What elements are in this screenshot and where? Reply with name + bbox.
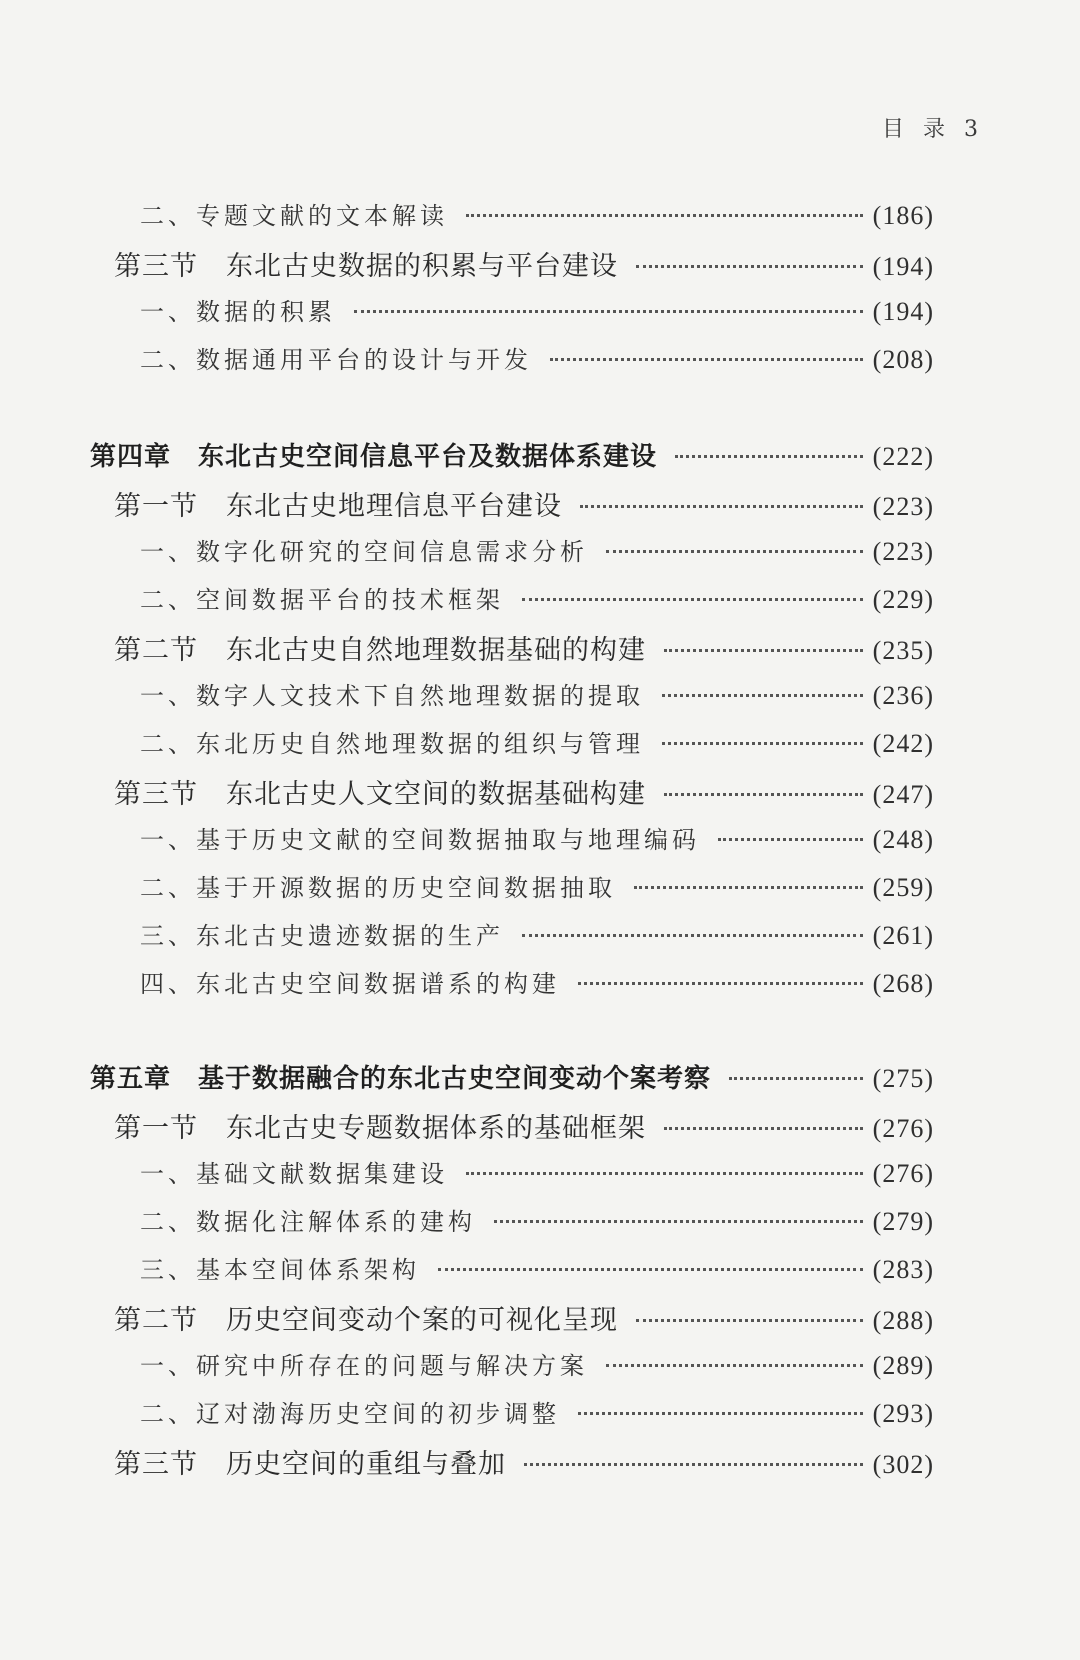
toc-entry-section (114, 484, 934, 524)
toc-entry-sub (140, 1202, 934, 1242)
dot-leader (522, 934, 863, 937)
toc-entry-page-number: (275) (872, 1064, 934, 1093)
toc-entry-sub (140, 340, 934, 380)
toc-entry-page-number: (288) (872, 1306, 934, 1335)
toc-entry-page-number: (289) (872, 1351, 934, 1380)
dot-leader (550, 358, 863, 361)
toc-entry-section (114, 1442, 934, 1482)
dot-leader (578, 982, 863, 985)
toc-entry-title: 一、研究中所存在的问题与解决方案 (140, 1352, 588, 1380)
toc-entry-page-number: (261) (872, 921, 934, 950)
toc-entry-page-number: (248) (872, 825, 934, 854)
toc-entry-page-number: (247) (872, 780, 934, 809)
toc-entry-sub (140, 292, 934, 332)
toc-entry-section (114, 244, 934, 284)
toc-entry-title: 第一节 东北古史专题数据体系的基础框架 (114, 1113, 646, 1144)
toc-entry-chapter (90, 1058, 934, 1098)
toc-entry-section (114, 772, 934, 812)
toc-entry-page-number: (194) (872, 297, 934, 326)
toc-entry-title: 一、数字化研究的空间信息需求分析 (140, 538, 588, 566)
toc-entry-title: 二、辽对渤海历史空间的初步调整 (140, 1400, 560, 1428)
dot-leader (664, 1127, 863, 1130)
toc-entry-title: 一、数字人文技术下自然地理数据的提取 (140, 682, 644, 710)
toc-entry-title: 二、专题文献的文本解读 (140, 202, 448, 230)
toc-entry-title: 三、东北古史遗迹数据的生产 (140, 922, 504, 950)
toc-entry-sub (140, 1250, 934, 1290)
toc-entry-page-number: (208) (872, 345, 934, 374)
dot-leader (580, 505, 863, 508)
dot-leader (494, 1220, 863, 1223)
toc-entry-sub (140, 532, 934, 572)
dot-leader (662, 742, 863, 745)
toc-entry-page-number: (302) (872, 1450, 934, 1479)
toc-entry-title: 一、基于历史文献的空间数据抽取与地理编码 (140, 826, 700, 854)
toc-entry-page-number: (194) (872, 252, 934, 281)
toc-entry-page-number: (223) (872, 537, 934, 566)
toc-entry-sub (140, 580, 934, 620)
toc-entry-page-number: (242) (872, 729, 934, 758)
toc-entry-chapter (90, 436, 934, 476)
toc-entry-page-number: (236) (872, 681, 934, 710)
dot-leader (729, 1077, 863, 1080)
toc-entry-title: 三、基本空间体系架构 (140, 1256, 420, 1284)
toc-entry-section (114, 1298, 934, 1338)
running-header: 目 录 3 (882, 117, 984, 142)
dot-leader (664, 649, 863, 652)
dot-leader (522, 598, 863, 601)
dot-leader (438, 1268, 863, 1271)
toc-entry-sub (140, 196, 934, 236)
dot-leader (606, 550, 863, 553)
toc-entry-sub (140, 868, 934, 908)
toc-entry-title: 第三节 历史空间的重组与叠加 (114, 1449, 506, 1480)
toc-entry-page-number: (259) (872, 873, 934, 902)
toc-entry-title: 第三节 东北古史人文空间的数据基础构建 (114, 779, 646, 810)
dot-leader (636, 265, 863, 268)
toc-entry-title: 第一节 东北古史地理信息平台建设 (114, 491, 562, 522)
toc-entry-page-number: (283) (872, 1255, 934, 1284)
dot-leader (675, 455, 863, 458)
toc-entry-title: 第三节 东北古史数据的积累与平台建设 (114, 251, 618, 282)
dot-leader (636, 1319, 863, 1322)
toc-entry-title: 二、空间数据平台的技术框架 (140, 586, 504, 614)
dot-leader (662, 694, 863, 697)
toc-entry-title: 二、数据化注解体系的建构 (140, 1208, 476, 1236)
toc-entry-sub (140, 724, 934, 764)
dot-leader (578, 1412, 863, 1415)
toc-entry-sub (140, 820, 934, 860)
dot-leader (634, 886, 863, 889)
toc-entry-title: 一、数据的积累 (140, 298, 336, 326)
dot-leader (664, 793, 863, 796)
toc-entry-sub (140, 676, 934, 716)
toc-entry-page-number: (235) (872, 636, 934, 665)
toc-entry-page-number: (293) (872, 1399, 934, 1428)
toc-entry-page-number: (223) (872, 492, 934, 521)
toc-entry-sub (140, 1394, 934, 1434)
toc-entry-sub (140, 1154, 934, 1194)
toc-entry-title: 二、基于开源数据的历史空间数据抽取 (140, 874, 616, 902)
toc-entry-title: 第二节 历史空间变动个案的可视化呈现 (114, 1305, 618, 1336)
toc-entry-section (114, 1106, 934, 1146)
toc-entry-page-number: (229) (872, 585, 934, 614)
dot-leader (524, 1463, 863, 1466)
toc-entry-title: 第二节 东北古史自然地理数据基础的构建 (114, 635, 646, 666)
toc-entry-title: 第五章 基于数据融合的东北古史空间变动个案考察 (90, 1064, 712, 1094)
toc-entry-title: 四、东北古史空间数据谱系的构建 (140, 970, 560, 998)
toc-entry-page-number: (276) (872, 1159, 934, 1188)
dot-leader (466, 1172, 863, 1175)
toc-entry-sub (140, 1346, 934, 1386)
toc-entry-page-number: (186) (872, 201, 934, 230)
toc-entry-page-number: (276) (872, 1114, 934, 1143)
dot-leader (466, 214, 863, 217)
toc-entry-title: 第四章 东北古史空间信息平台及数据体系建设 (90, 442, 658, 472)
toc-entry-title: 二、东北历史自然地理数据的组织与管理 (140, 730, 644, 758)
toc-entry-page-number: (268) (872, 969, 934, 998)
dot-leader (718, 838, 863, 841)
toc-entry-title: 一、基础文献数据集建设 (140, 1160, 448, 1188)
toc-entry-title: 二、数据通用平台的设计与开发 (140, 346, 532, 374)
toc-entry-page-number: (222) (872, 442, 934, 471)
dot-leader (606, 1364, 863, 1367)
toc-entry-section (114, 628, 934, 668)
toc-entry-sub (140, 916, 934, 956)
toc-entry-sub (140, 964, 934, 1004)
dot-leader (354, 310, 863, 313)
toc-entry-page-number: (279) (872, 1207, 934, 1236)
